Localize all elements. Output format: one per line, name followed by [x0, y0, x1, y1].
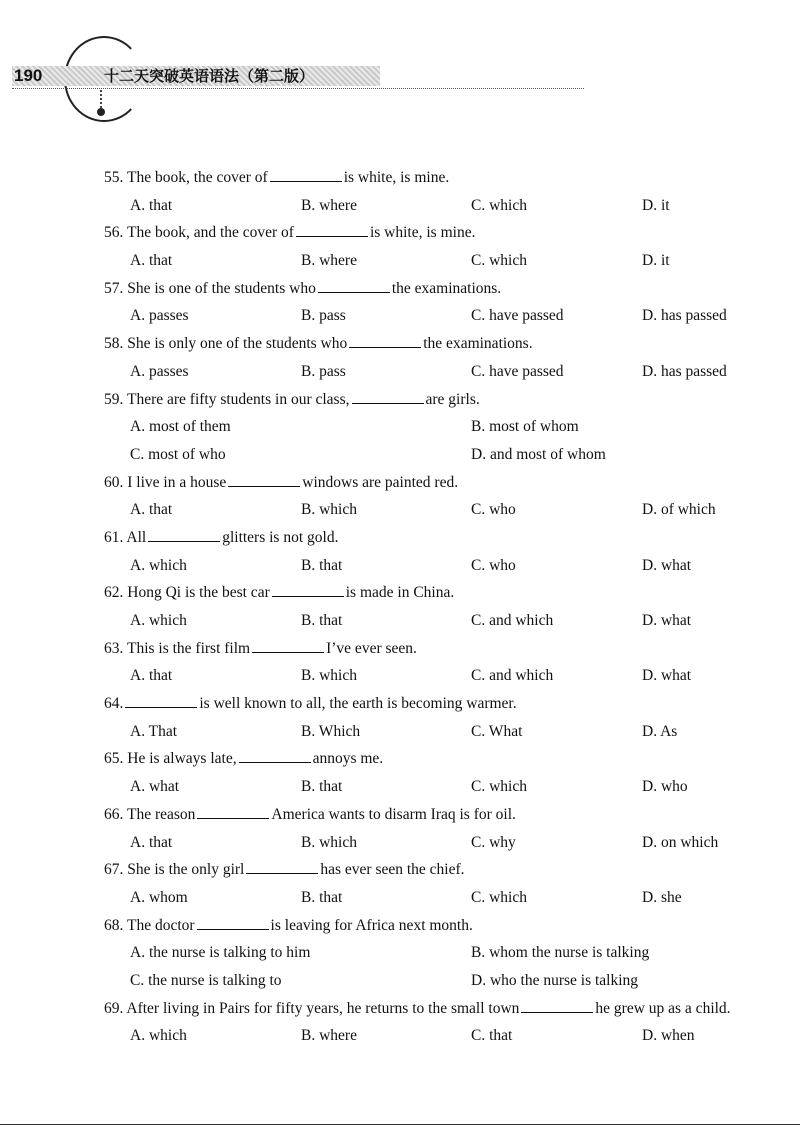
answer-option: A. that — [130, 667, 173, 685]
question-text-before: 67. She is the only girl — [104, 861, 245, 879]
question-text-before: 61. All — [104, 528, 147, 546]
answer-option: B. that — [301, 612, 343, 629]
question-text-after: the examinations. — [423, 335, 533, 353]
answer-option: C. that — [471, 1027, 513, 1045]
question-stem — [104, 524, 784, 552]
question-text-before: 69. After living in Pairs for fifty years, he returns to the small town — [104, 999, 520, 1017]
question-text-after: is white, is mine. — [343, 169, 450, 186]
question-stem — [104, 635, 784, 663]
question-text-after: the examinations. — [391, 279, 502, 297]
answer-option: B. which — [301, 833, 357, 851]
question-text-after: is made in China. — [345, 584, 455, 602]
answer-option: B. that — [301, 888, 343, 906]
answer-option: D. it — [642, 252, 670, 270]
answer-blank — [272, 582, 344, 597]
question-text-after: windows are painted red. — [302, 473, 459, 491]
options-row — [104, 884, 784, 912]
answer-option: A. passes — [130, 307, 189, 325]
answer-option: D. she — [642, 888, 682, 906]
question-text-before: 64. — [104, 695, 124, 713]
answer-blank — [349, 333, 421, 348]
answer-option: C. who — [471, 556, 516, 574]
question-text-before: 62. Hong Qi is the best car — [104, 584, 270, 602]
question-stem — [104, 912, 784, 940]
answer-option: C. the nurse is talking to — [130, 971, 282, 989]
answer-option: A. passes — [130, 362, 189, 380]
answer-blank — [197, 915, 269, 930]
question-text-before: 59. There are fifty students in our class, — [104, 390, 350, 408]
answer-option: B. that — [301, 556, 343, 574]
answer-option: A. which — [130, 612, 187, 629]
answer-option: A. that — [130, 252, 173, 270]
answer-blank — [252, 638, 324, 653]
answer-option: B. where — [301, 252, 357, 270]
question-stem — [104, 275, 784, 303]
answer-option: B. which — [301, 667, 357, 685]
question-stem — [104, 579, 784, 607]
answer-blank — [521, 998, 593, 1013]
question-stem — [104, 690, 784, 718]
question-stem — [104, 386, 784, 414]
answer-option: B. pass — [301, 362, 346, 380]
options-row — [104, 967, 784, 995]
answer-blank — [318, 278, 390, 293]
answer-option: D. on which — [642, 833, 719, 851]
answer-option: D. who the nurse is talking — [471, 971, 639, 989]
answer-option: C. have passed — [471, 307, 564, 325]
answer-option: D. what — [642, 667, 692, 685]
question-text-after: I’ve ever seen. — [326, 639, 417, 657]
answer-option: D. and most of whom — [471, 445, 606, 463]
question-text-before: 57. She is one of the students who — [104, 279, 316, 297]
answer-option: C. why — [471, 833, 516, 851]
answer-option: A. whom — [130, 888, 188, 906]
question-list — [104, 164, 784, 1050]
answer-option: B. most of whom — [471, 418, 579, 436]
answer-option: C. which — [471, 252, 527, 270]
answer-option: C. which — [471, 196, 527, 214]
answer-option: B. whom the nurse is talking — [471, 944, 650, 962]
answer-blank — [239, 748, 311, 763]
answer-option: A. which — [130, 556, 187, 574]
answer-option: A. what — [130, 778, 180, 796]
question-text-before: 60. I live in a house — [104, 473, 227, 491]
question-text-after: is leaving for Africa next month. — [270, 916, 473, 934]
options-row — [104, 247, 784, 275]
answer-option: B. where — [301, 1027, 357, 1045]
question-text-before: 58. She is only one of the students who — [104, 335, 348, 353]
answer-blank — [246, 859, 318, 874]
answer-option: A. that — [130, 196, 173, 214]
page-header — [0, 0, 800, 130]
answer-option: B. pass — [301, 307, 346, 325]
question-stem — [104, 219, 784, 247]
answer-option: C. and which — [471, 612, 554, 629]
question-text-after: is well known to all, the earth is becoming warmer. — [199, 695, 517, 713]
options-row — [104, 302, 784, 330]
question-text-after: glitters is not gold. — [222, 528, 339, 546]
question-text-after: America wants to disarm Iraq is for oil. — [271, 805, 516, 823]
options-row — [104, 773, 784, 801]
options-row — [104, 662, 784, 690]
answer-option: C. who — [471, 501, 516, 519]
answer-option: D. of which — [642, 501, 716, 519]
header-dotted-stem — [100, 90, 102, 108]
question-text-after: annoys me. — [312, 750, 384, 768]
question-text-before: 56. The book, and the cover of — [104, 224, 294, 242]
question-stem — [104, 995, 784, 1023]
answer-option: A. which — [130, 1027, 187, 1045]
answer-blank — [197, 804, 269, 819]
answer-blank — [352, 389, 424, 404]
answer-option: D. As — [642, 722, 678, 740]
options-row — [104, 552, 784, 580]
options-row — [104, 1022, 784, 1050]
options-row — [104, 718, 784, 746]
question-stem — [104, 164, 784, 192]
answer-blank — [296, 222, 368, 237]
question-text-after: has ever seen the chief. — [320, 861, 465, 879]
options-row — [104, 496, 784, 524]
answer-option: C. and which — [471, 667, 554, 685]
options-row — [104, 441, 784, 469]
answer-option: B. where — [301, 196, 357, 214]
header-dotted-rule — [12, 88, 584, 89]
answer-option: D. what — [642, 556, 692, 574]
answer-option: B. that — [301, 778, 343, 796]
answer-option: D. what — [642, 612, 692, 629]
question-text-before: 66. The reason — [104, 805, 196, 823]
options-row — [104, 192, 784, 220]
answer-blank — [270, 167, 342, 182]
answer-blank — [228, 472, 300, 487]
answer-option: D. who — [642, 778, 688, 796]
question-stem — [104, 801, 784, 829]
question-text-before: 55. The book, the cover of — [104, 169, 268, 186]
answer-option: B. Which — [301, 722, 361, 740]
answer-option: A. most of them — [130, 418, 231, 436]
question-stem — [104, 856, 784, 884]
answer-blank — [125, 693, 197, 708]
answer-option: C. have passed — [471, 362, 564, 380]
question-text-after: is white, is mine. — [369, 224, 476, 242]
book-title: 十二天突破英语语法（第二版） — [104, 67, 315, 85]
answer-option: D. has passed — [642, 307, 727, 325]
options-row — [104, 939, 784, 967]
answer-option: A. the nurse is talking to him — [130, 944, 311, 962]
answer-option: C. which — [471, 778, 527, 796]
answer-option: A. That — [130, 722, 178, 740]
question-text-before: 65. He is always late, — [104, 750, 237, 768]
answer-option: B. which — [301, 501, 357, 519]
answer-option: C. What — [471, 722, 523, 740]
question-stem — [104, 745, 784, 773]
question-text-before: 63. This is the first film — [104, 639, 251, 657]
options-row — [104, 413, 784, 441]
answer-option: A. that — [130, 833, 173, 851]
options-row — [104, 829, 784, 857]
header-knob-decoration — [97, 108, 105, 116]
question-stem — [104, 469, 784, 497]
options-row — [104, 358, 784, 386]
answer-option: C. most of who — [130, 445, 226, 463]
answer-option: D. it — [642, 196, 670, 214]
answer-option: A. that — [130, 501, 173, 519]
answer-option: D. has passed — [642, 362, 727, 380]
question-text-after: he grew up as a child. — [595, 999, 731, 1017]
question-stem — [104, 330, 784, 358]
answer-option: C. which — [471, 888, 527, 906]
question-text-before: 68. The doctor — [104, 916, 195, 934]
answer-option: D. when — [642, 1027, 695, 1045]
question-text-after: are girls. — [425, 390, 480, 408]
options-row — [104, 607, 784, 635]
answer-blank — [148, 527, 220, 542]
page-number: 190 — [14, 66, 43, 85]
bottom-rule — [0, 1124, 800, 1125]
